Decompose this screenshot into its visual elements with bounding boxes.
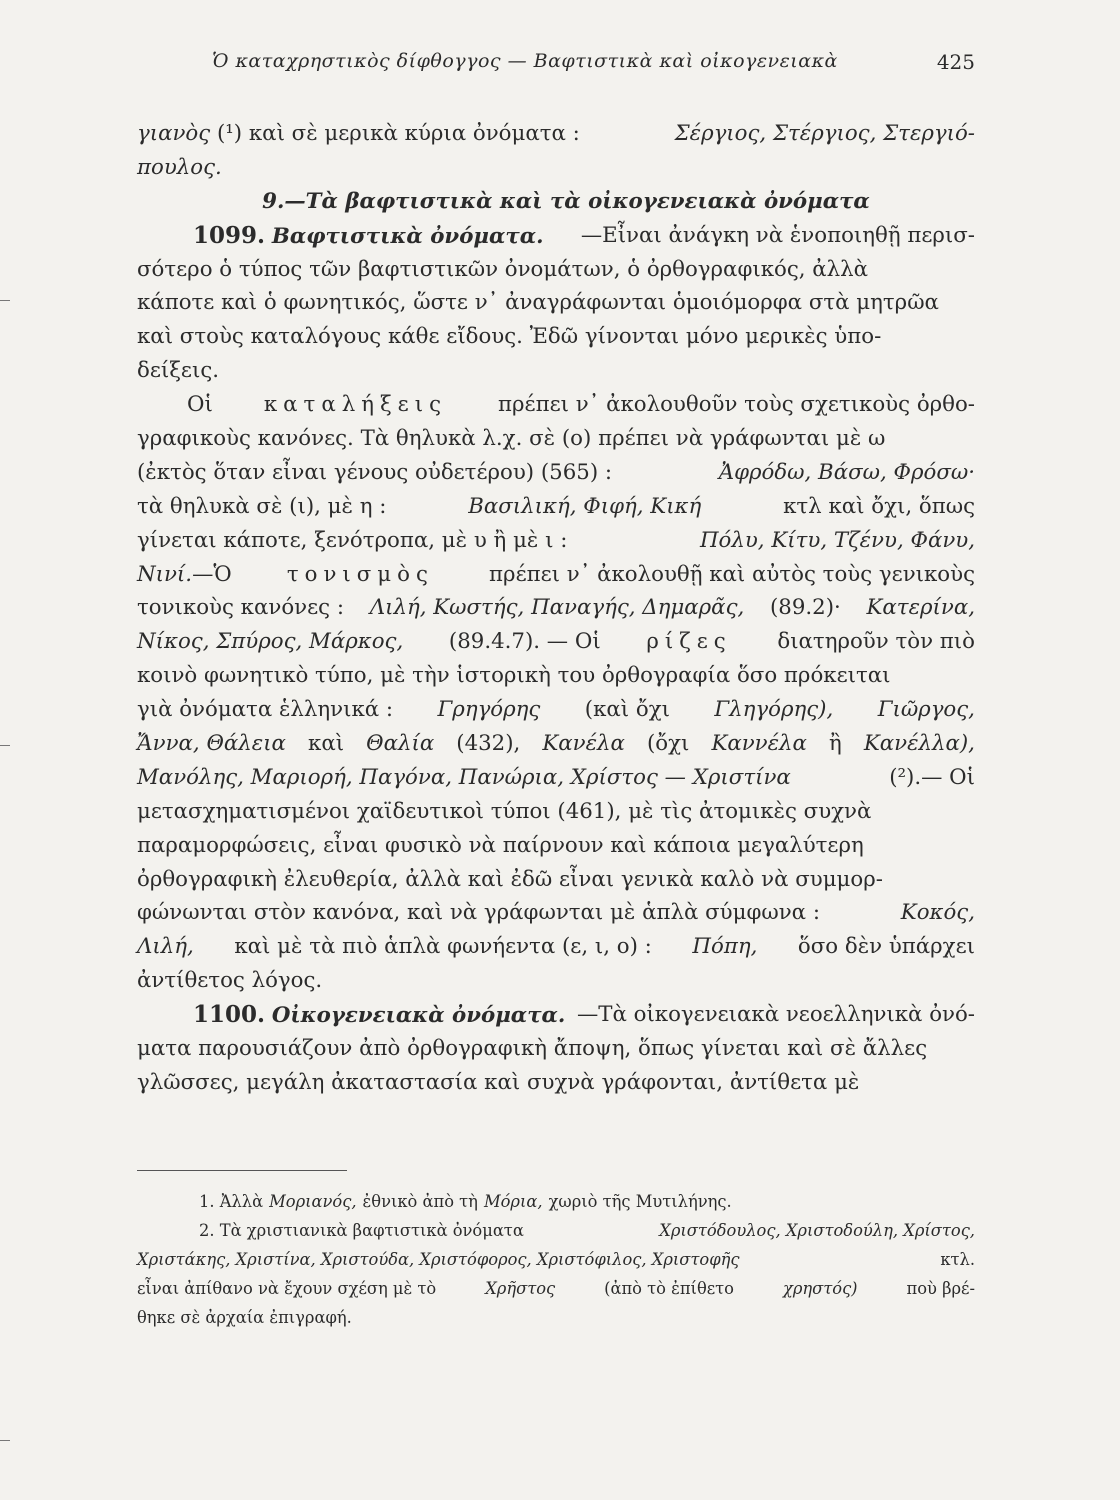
name: Κανέλλα), [863, 731, 975, 757]
name-list: Κατερίνα, [866, 595, 975, 621]
name: Λιλή, [137, 934, 194, 960]
text-span: καὶ μὲ τὰ πιὸ ἁπλὰ φωνήεντα (ε, ι, ο) : [234, 934, 652, 960]
text-span: κτλ. [940, 1250, 975, 1269]
text-line: σότερο ὁ τύπος τῶν βαφτιστικῶν ὀνομάτων, ὁ ὀρθογραφικός, ἀλλὰ [137, 256, 869, 282]
text-line [137, 456, 975, 490]
text-line: κοινὸ φωνητικὸ τύπο, μὲ τὴν ἱστορικὴ του ὀρθογραφία ὅσο πρόκειται [137, 663, 891, 689]
text-span: —Ὁ [192, 561, 232, 587]
text-span: —Τὰ οἰκογενειακὰ νεοελληνικὰ ὀνό- [576, 1002, 975, 1028]
text-span: ἢ [829, 731, 842, 757]
spaced-term: τονισμὸς [286, 561, 434, 587]
text-span: πρέπει ν᾿ ἀκολουθοῦν τοὺς σχετικοὺς ὀρθο- [498, 392, 975, 418]
text-line: παραμορφώσεις, εἶναι φυσικὸ νὰ παίρνουν καὶ κάποια μεγαλύτερη [137, 832, 864, 858]
paragraph-1099-start [137, 219, 975, 253]
text-line: ἀντίθετος λόγος. [137, 968, 323, 994]
text-span: φώνωνται στὸν κανόνα, καὶ νὰ γράφωνται μὲ ἁπλὰ σύμφωνα : [137, 900, 820, 926]
text-line: γλῶσσες, μεγάλη ἀκαταστασία καὶ συχνὰ γράφονται, ἀντίθετα μὲ [137, 1069, 860, 1095]
name: Μόρια, [483, 1192, 543, 1211]
text-span: καὶ σὲ μερικὰ κύρια ὀνόματα : [248, 121, 580, 146]
text-line: γραφικοὺς κανόνες. Τὰ θηλυκὰ λ.χ. σὲ (ο) πρέπει νὰ γράφωνται μὲ ω [137, 426, 886, 452]
name: χρηστός) [782, 1279, 858, 1298]
section-heading: 9.—Τὰ βαφτιστικὰ καὶ τὰ οἰκογενειακὰ ὀνόματα [262, 188, 870, 214]
name-list: Μανόλης, Μαριορή, Παγόνα, Πανώρια, Χρίστος — Χριστίνα [137, 764, 791, 790]
text-line [137, 693, 975, 727]
scan-edge-mark [0, 745, 10, 746]
running-header [135, 50, 975, 84]
text-span: διατηροῦν τὸν πιὸ [777, 629, 975, 655]
footnote-ref: (¹) [216, 121, 243, 146]
paragraph-title: Βαφτιστικὰ ὀνόματα. [271, 223, 544, 249]
text-line [137, 558, 975, 592]
word: γιανὸς [137, 121, 211, 146]
text-line [137, 1245, 975, 1274]
text-span: ἐθνικὸ ἀπὸ τὴ [362, 1192, 478, 1211]
name-list: Πόλυ, Κίτυ, Τζένυ, Φάνυ, [699, 527, 975, 553]
footnote-2 [137, 1216, 975, 1245]
text-span: Οἱ [187, 392, 213, 418]
paragraph-title: Οἰκογενειακὰ ὀνόματα. [271, 1003, 566, 1029]
text-line [137, 625, 975, 659]
name: Κανέλα [542, 731, 625, 757]
name: Χρῆστος [485, 1279, 556, 1298]
text-span: 2. Τὰ χριστιανικὰ βαφτιστικὰ ὀνόματα [199, 1221, 524, 1240]
text-line: κάποτε καὶ ὁ φωνητικός, ὥστε ν᾿ ἀναγράφωνται ὁμοιόμορφα στὰ μητρῶα [137, 290, 939, 316]
text-span: τονικοὺς κανόνες : [137, 595, 344, 621]
text-span: (καὶ ὄχι [584, 697, 670, 723]
paragraph-number: 1099. [193, 221, 266, 249]
text-span: τὰ θηλυκὰ σὲ (ι), μὲ η : [137, 493, 387, 519]
text-line [137, 930, 975, 964]
footnote-divider [137, 1170, 347, 1171]
text-line [137, 727, 975, 761]
text-line [137, 524, 975, 558]
text-span: —Εἶναι ἀνάγκη νὰ ἑνοποιηθῇ περισ- [580, 222, 975, 248]
scan-edge-mark [0, 300, 10, 301]
text-line [137, 896, 975, 930]
spaced-term: ρίζες [646, 629, 732, 655]
name-list: Ἀφρόδω, Βάσω, Φρόσω· [718, 459, 975, 485]
text-line [137, 117, 975, 151]
text-span: 1. Ἀλλὰ [199, 1192, 264, 1211]
text-line [137, 388, 975, 422]
text-span: (ὄχι [646, 731, 690, 757]
text-line [137, 591, 975, 625]
name-list: Λιλή, Κωστής, Παναγής, Δημαρᾶς, [369, 595, 745, 621]
text-span: ποὺ βρέ- [906, 1279, 975, 1298]
text-line: μετασχηματισμένοι χαϊδευτικοὶ τύποι (461), μὲ τὶς ἀτομικὲς συχνὰ [137, 798, 872, 824]
name-list: Βασιλική, Φιφή, Κική [468, 493, 702, 519]
text-span: πρέπει ν᾿ ἀκολουθῇ καὶ αὐτὸς τοὺς γενικοὺς [489, 561, 975, 587]
name-list: Χριστάκης, Χριστίνα, Χριστούδα, Χριστόφορος, Χριστόφιλος, Χριστοφῆς [137, 1250, 740, 1269]
text-line [137, 1274, 975, 1303]
name: Μοριανός, [269, 1192, 357, 1211]
text-line: δείξεις. [137, 358, 220, 384]
name: Πόπη, [692, 934, 758, 960]
footnotes [137, 1187, 975, 1332]
text-span: (89.4.7). — Οἱ [448, 629, 601, 655]
text-span: (²).— Οἱ [889, 764, 975, 790]
name: Γληγόρης), [714, 697, 834, 723]
footnote-1 [137, 1187, 975, 1216]
word: Νινί. [137, 561, 193, 587]
name: Γρηγόρης [437, 697, 541, 723]
name-list: Νίκος, Σπύρος, Μάρκος, [137, 629, 404, 655]
word: πουλος. [137, 154, 222, 180]
text-span: καὶ [308, 731, 345, 757]
text-span: ὅσο δὲν ὑπάρχει [797, 934, 975, 960]
text-span: (432), [456, 731, 521, 757]
text-span: (ἀπὸ τὸ ἐπίθετο [604, 1279, 734, 1298]
name: Γιῶργος, [877, 697, 975, 723]
text-line [137, 490, 975, 524]
paragraph-1100-start [137, 998, 975, 1032]
text-line: ὀρθογραφικὴ ἐλευθερία, ἀλλὰ καὶ ἐδῶ εἶναι γενικὰ καλὸ νὰ συμμορ- [137, 866, 883, 892]
page-number: 425 [936, 50, 975, 74]
text-line [137, 151, 975, 185]
text-span: (89.2)· [769, 595, 841, 621]
text-span: χωριὸ τῆς Μυτιλήνης. [548, 1192, 732, 1211]
scan-edge-mark [0, 1440, 10, 1441]
text-span: (ἐκτὸς ὅταν εἶναι γένους οὐδετέρου) (565) : [137, 459, 613, 485]
text-line [137, 761, 975, 795]
text-line: καὶ στοὺς καταλόγους κάθε εἴδους. Ἐδῶ γίνονται μόνο μερικὲς ὑπο- [137, 324, 882, 350]
text-span: εἶναι ἀπίθανο νὰ ἔχουν σχέση μὲ τὸ [137, 1279, 437, 1298]
name: Καννέλα [711, 731, 807, 757]
text-span: γίνεται κάποτε, ξενότροπα, μὲ υ ἢ μὲ ι : [137, 527, 568, 553]
header-title: Ὁ καταχρηστικὸς δίφθογγος — Βαφτιστικὰ καὶ οἰκογενειακὰ [212, 50, 838, 72]
spaced-term: καταλήξεις [263, 392, 447, 418]
text-line: θηκε σὲ ἀρχαία ἐπιγραφή. [137, 1308, 352, 1327]
name-list: Σέργιος, Στέργιος, Στεργιό- [674, 121, 975, 146]
text-line: ματα παρουσιάζουν ἀπὸ ὀρθογραφικὴ ἄποψη, ὅπως γίνεται καὶ σὲ ἄλλες [137, 1036, 928, 1062]
text-span: κτλ καὶ ὄχι, ὅπως [783, 493, 975, 519]
name-list: Χριστόδουλος, Χριστοδούλη, Χρίστος, [659, 1221, 975, 1240]
name: Κοκός, [900, 900, 975, 926]
name-list: Ἄννα, Θάλεια [137, 731, 286, 757]
name: Θαλία [366, 731, 435, 757]
text-span: γιὰ ὀνόματα ἑλληνικά : [137, 697, 394, 723]
paragraph-number: 1100. [193, 1001, 266, 1029]
main-text [137, 117, 975, 1100]
